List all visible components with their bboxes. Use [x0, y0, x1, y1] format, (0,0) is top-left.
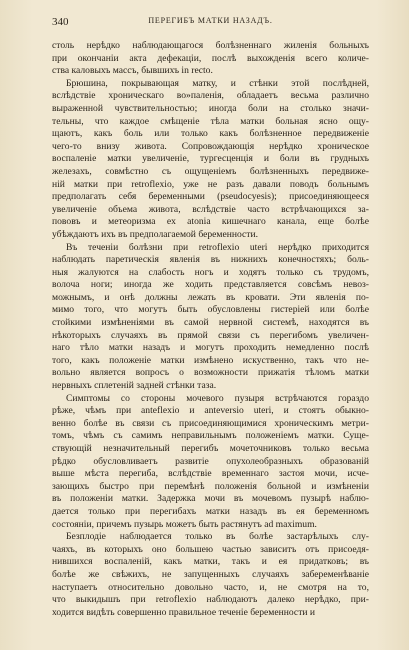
page-number: 340 — [52, 16, 69, 28]
text-line: ній матки при retroflexio, уже не разъ давали поводъ больнымъ — [52, 178, 369, 190]
text-line: стойкими измѣненіями въ самой нервной системѣ, находятся въ — [52, 317, 369, 329]
text-line: венно болѣе въ связи съ присоединяющимися хроническимъ метри- — [52, 417, 369, 429]
text-line: вольно является вопросъ о возможности прижатія тѣломъ матки — [52, 367, 369, 379]
paragraph — [52, 40, 369, 78]
text-line: вслѣдствіе хроническаго во»паленія, обладаетъ весьма различно — [52, 90, 369, 102]
text-line: дается только при перегибахъ матки назадъ въ ея беременномъ — [52, 505, 369, 517]
text-line: выше мѣста перегиба, вслѣдствіе временнаго застоя мочи, исче- — [52, 468, 369, 480]
paragraph — [52, 242, 369, 393]
text-line: томъ, чѣмъ съ самимъ неправильнымъ положеніемъ матки. Суще- — [52, 430, 369, 442]
text-line: состояніи, причемъ пузырь можетъ быть растянутъ ad maximum. — [52, 518, 317, 530]
text-line: зающихъ быстро при перемѣнѣ положенія больной и измѣненіи — [52, 480, 369, 492]
text-line: Брюшина, покрывающая матку, и стѣнки этой послѣдней, — [66, 77, 369, 89]
text-line: ства каловыхъ массъ, бывшихъ in recto. — [52, 65, 213, 77]
text-line: того, какъ положеніе матки измѣнено искуственно, такъ что не- — [52, 354, 369, 366]
text-line: наго тѣло матки назадъ и могутъ проходить немедленно послѣ — [52, 342, 369, 354]
text-line: выраженной чувствительностью; иногда боли на столько значи- — [52, 102, 369, 114]
paragraph — [52, 531, 369, 619]
text-line: убѣждаютъ ихъ въ предполагаемой беременности. — [52, 228, 259, 240]
paragraph — [52, 78, 369, 242]
page-header — [52, 16, 369, 32]
body-text — [52, 40, 369, 619]
running-head: ПЕРЕГИБЪ МАТКИ НАЗАДЪ. — [148, 16, 273, 25]
text-line: мимо того, что могутъ быть обусловлены гистеріей или болѣе — [52, 304, 369, 316]
text-line: ныя жалуются на слабость ногъ и ходятъ только съ трудомъ, — [52, 266, 369, 278]
text-line: рѣдко обусловливаетъ развитіе опухолеобразныхъ образованій — [52, 455, 369, 467]
text-line: столь нерѣдко наблюдающагося болѣзненнаго жиленія больныхъ — [52, 40, 369, 51]
text-line: пововъ и метеоризма ex atonia кишечнаго канала, еще болѣе — [52, 216, 369, 228]
text-line: щаютъ, какъ боль или только какъ болѣзненное передвиженіе — [52, 128, 369, 140]
paragraph — [52, 393, 369, 532]
text-line: можнымъ, и онѣ должны лежать въ кровати. Эти явленія по- — [52, 291, 369, 303]
text-line: тельны, что каждое смѣщеніе тѣла матки больная ясно ощу- — [52, 115, 369, 127]
text-line: наступаетъ относительно довольно часто, и, не смотря на то, — [52, 581, 369, 593]
text-line: Симптомы со стороны мочевого пузыря встрѣчаются гораздо — [66, 392, 369, 404]
text-line: болѣе же свѣжихъ, не запущенныхъ случаяхъ забеременѣваніе — [52, 568, 369, 580]
text-line: Безплодіе наблюдается только въ болѣе застарѣлыхъ слу- — [66, 531, 369, 543]
text-line: нившихся воспаленій, какъ матки, такъ и ея придатковъ; въ — [52, 556, 369, 568]
text-line: ствующій незначительный перегибъ мочеточниковъ только весьма — [52, 443, 369, 454]
text-line: волоча ноги; иногда же ходить представляется совсѣмъ невоз- — [52, 279, 369, 291]
text-line: железахъ, совмѣстно съ ощущеніемъ болѣзненныхъ передвиже- — [52, 165, 369, 177]
text-line: предполагать себя беременными (pseudocyesis); присоединяющееся — [52, 191, 369, 203]
text-line: нѣкоторыхъ случаяхъ въ прямой связи съ перегибомъ увеличен- — [52, 329, 369, 341]
text-line: наблюдать паретическія явленія въ нижнихъ конечностяхъ; боль- — [52, 254, 369, 266]
text-line: нервныхъ сплетеній задней стѣнки таза. — [52, 380, 217, 392]
text-line: при окончаніи акта дефекаціи, послѣ выхожденія всего количе- — [52, 52, 369, 64]
text-line: въ положеніи матки. Задержка мочи въ мочевомъ пузырѣ наблю- — [52, 493, 369, 505]
text-line: рѣже, чѣмъ при anteflexio и anteversio uteri, и стоятъ обыкно- — [52, 405, 369, 417]
text-line: увеличеніе объема живота, вслѣдствіе часто встрѣчающихся за- — [52, 203, 369, 215]
text-line: чего-то внизу живота. Сопровождающія нерѣдко хроническое — [52, 140, 369, 152]
text-line: что выкидышъ при retroflexio наблюдаютъ далеко нерѣдко, при- — [52, 594, 369, 606]
text-line: чаяхъ, въ которыхъ оно большею частью зависитъ отъ присоедя- — [52, 543, 369, 555]
text-line: ходится видѣть совершенно правильное теченіе беременности и — [52, 606, 316, 618]
text-line: Въ теченіи болѣзни при retroflexio uteri нерѣдко приходится — [66, 241, 369, 253]
text-line: воспаленіе матки увеличеніе, тургесценція и боли въ грудныхъ — [52, 153, 369, 165]
